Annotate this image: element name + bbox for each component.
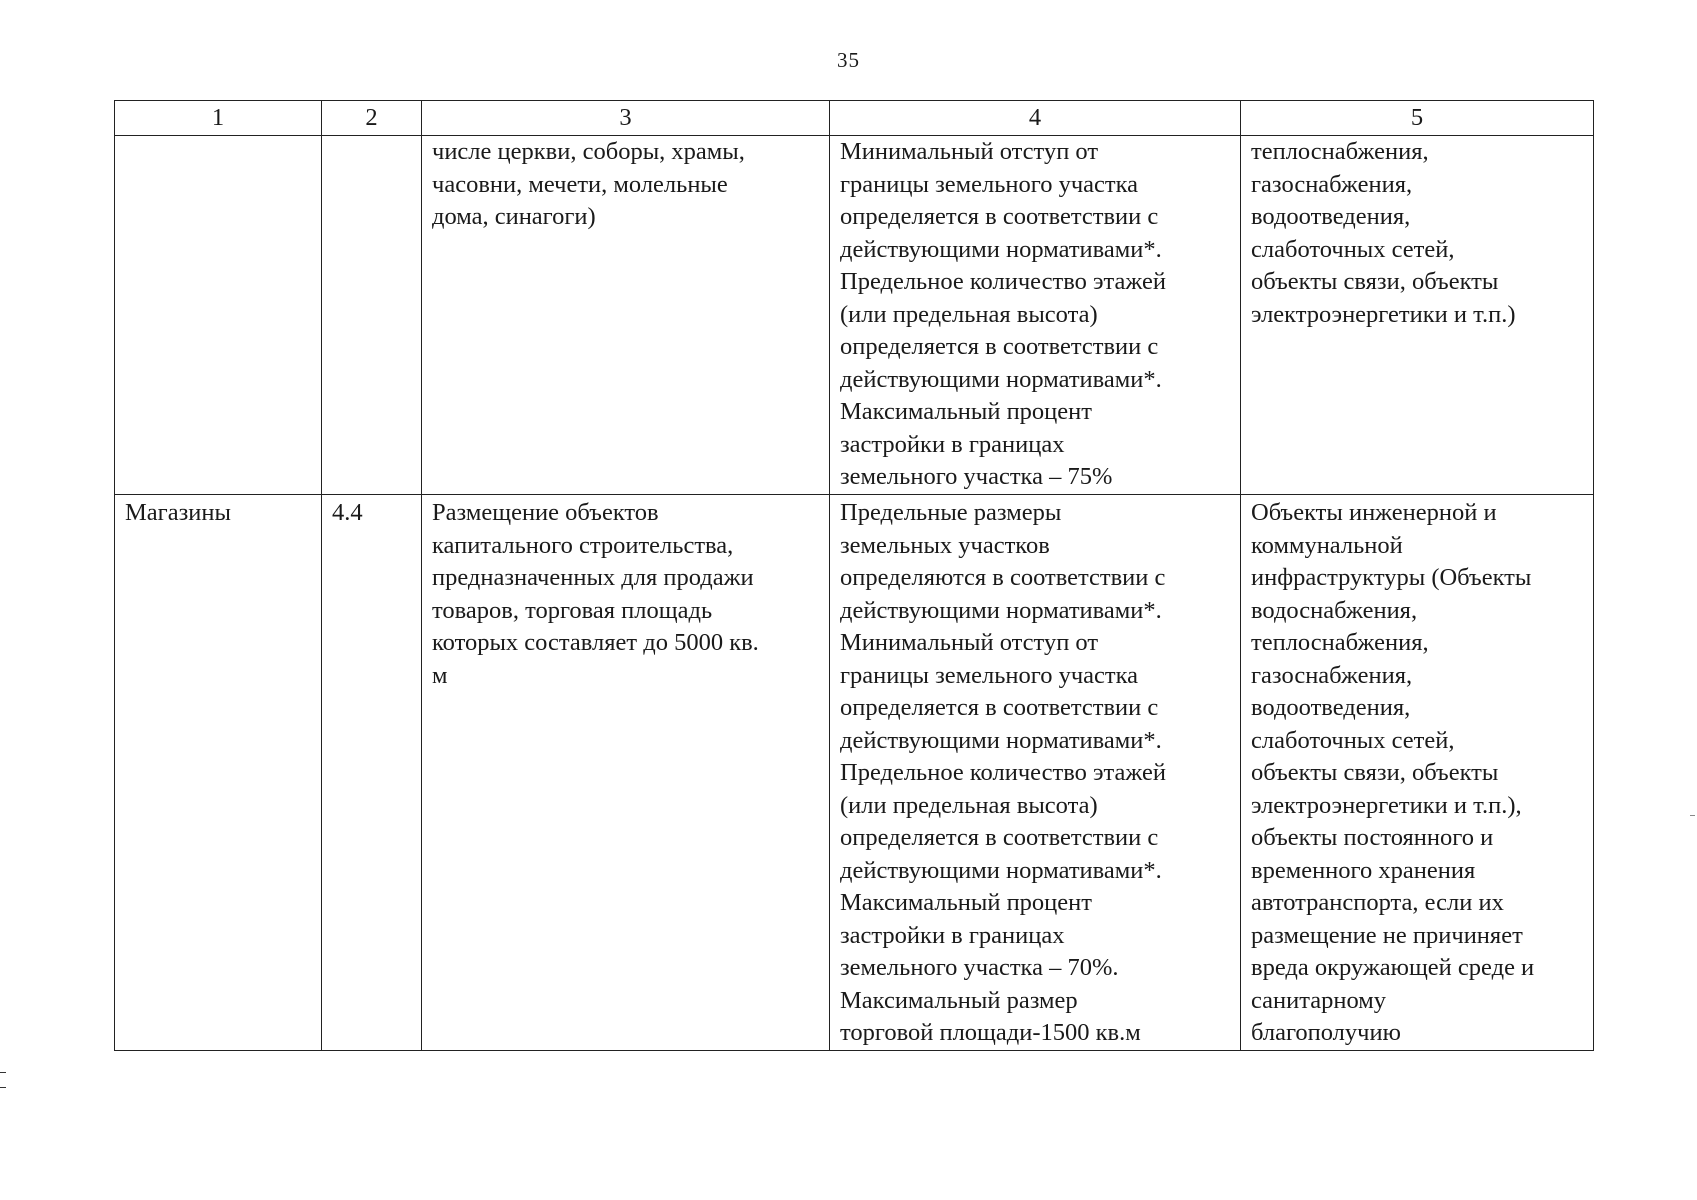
column-header-5: 5 [1241,101,1594,136]
column-header-1: 1 [115,101,322,136]
use-code-text: 4.4 [332,499,363,526]
use-description-cell [422,136,830,495]
auxiliary-uses-cell [1241,495,1594,1051]
scan-edge-mark [1690,815,1695,816]
auxiliary-uses-cell [1241,136,1594,495]
column-header-3: 3 [422,101,830,136]
parameters-cell [830,495,1241,1051]
column-header-4: 4 [830,101,1241,136]
parameters-cell [830,136,1241,495]
use-description-cell [422,495,830,1051]
parameters-text: Минимальный отступ от границы земельного участка определяется в соответствии с действующими нормативами*. Предельное количество этажей (или предельная высота) определяется в соответствии с действующими нормативами*. Максимальный процент застройки в границах земельного участка – 75% [840,138,1166,490]
use-description-text: Размещение объектов капитального строительства, предназначенных для продажи товаров, торговая площадь которых составляет до 5000 кв. м [432,499,759,689]
use-type-text: Магазины [125,499,231,526]
auxiliary-uses-text: Объекты инженерной и коммунальной инфраструктуры (Объекты водоснабжения, теплоснабжения, газоснабжения, водоотведения, слаботочных сетей, объекты связи, объекты электроэнергетики и т.п.), объекты постоянного и временного хранения автотранспорта, если их размещение не причиняет вреда окружающей среде и санитарному благополучию [1251,499,1535,1046]
auxiliary-uses-text: теплоснабжения, газоснабжения, водоотведения, слаботочных сетей, объекты связи, объекты электроэнергетики и т.п.) [1251,138,1516,328]
use-type-cell [115,495,322,1051]
table-row [115,136,1594,495]
use-code-cell [322,495,422,1051]
zoning-regulations-table [114,100,1594,1051]
use-type-cell [115,136,322,495]
use-description-text: числе церкви, соборы, храмы, часовни, мечети, молельные дома, синагоги) [432,138,745,230]
table-row [115,495,1594,1051]
parameters-text: Предельные размеры земельных участков определяются в соответствии с действующими нормативами*. Минимальный отступ от границы земельного участка определяется в соответствии с действующими нормативами*. Предельное количество этажей (или предельная высота) определяется в соответствии с действующими нормативами*. Максимальный процент застройки в границах земельного участка – 70%. Максимальный размер торговой площади-1500 кв.м [840,499,1166,1046]
scan-edge-mark [0,1072,6,1088]
table-header-row [115,101,1594,136]
column-header-2: 2 [322,101,422,136]
use-code-cell [322,136,422,495]
page-number: 35 [837,48,860,72]
